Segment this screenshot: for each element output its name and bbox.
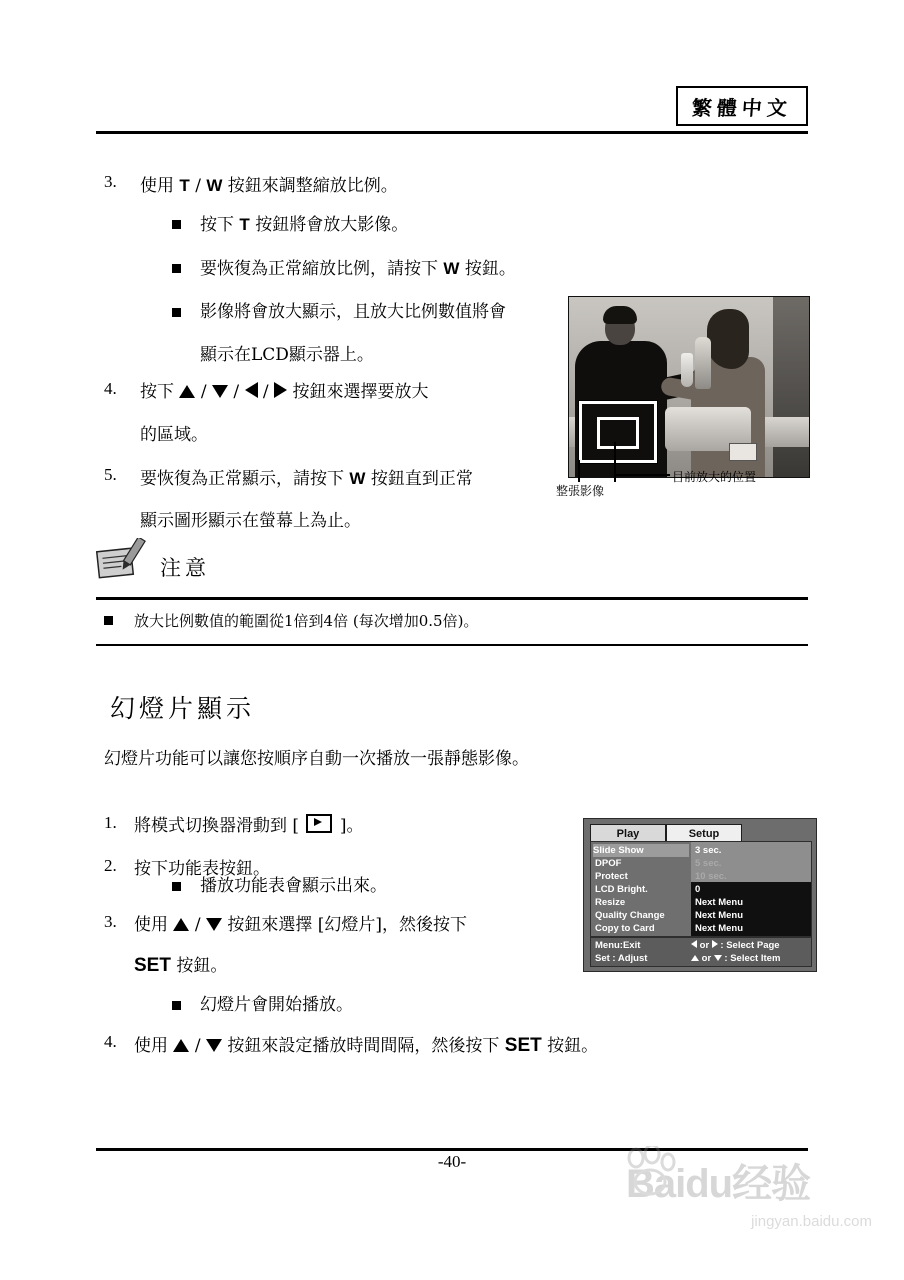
ss-step-4-a: 使用 <box>134 1036 168 1056</box>
ss-step-3-text <box>134 912 467 939</box>
photo-man-hair <box>603 306 637 324</box>
osd-row-label-6[interactable]: Copy to Card <box>595 923 655 934</box>
footer-rule <box>96 1148 808 1151</box>
step-4-text <box>140 379 428 406</box>
photo-glass <box>681 353 693 387</box>
osd-row-label-5[interactable]: Quality Change <box>595 910 665 921</box>
ss-step-4-slash: / <box>194 1036 201 1056</box>
ss-step-3-line-2 <box>134 952 227 980</box>
arrow-down-icon-3 <box>206 1039 222 1052</box>
leader-line-right-h <box>614 474 670 476</box>
ss-step-3-bullet: 幻燈片會開始播放。 <box>200 995 353 1015</box>
arrow-down-icon-2 <box>206 918 222 931</box>
zoom-bullet-3-line-2: 顯示在LCD顯示器上。 <box>200 345 374 365</box>
osd-footer-select-item <box>691 953 780 964</box>
osd-row-value-2[interactable]: 10 sec. <box>695 871 727 882</box>
osd-footer <box>590 937 812 967</box>
osd-tab-bar <box>590 824 810 841</box>
zoom-bullet-1 <box>200 211 408 239</box>
ss-step-3-b: 按鈕來選擇 [幻燈片]，然後按下 <box>227 915 468 935</box>
step-5-text-a: 要恢復為正常顯示，請按下 <box>140 469 344 489</box>
ss-step-1-a: 將模式切換器滑動到 [ <box>134 816 300 836</box>
ss-step-1-b: ]。 <box>339 816 364 836</box>
bullet-square-icon-2 <box>172 264 181 273</box>
zoom-bullet-2 <box>200 255 516 283</box>
osd-menu-body <box>590 841 812 937</box>
zoom-bullet-1-a: 按下 <box>200 215 234 235</box>
ss-step-3-line-2-b: 按鈕。 <box>176 956 228 976</box>
watermark-sub: jingyan.baidu.com <box>751 1213 872 1230</box>
ss-step-1-text <box>134 813 364 840</box>
zoom-bullet-2-a: 要恢復為正常縮放比例，請按下 <box>200 259 438 279</box>
step-4-line-2: 的區域。 <box>140 425 208 445</box>
osd-arrow-left-icon <box>691 940 697 948</box>
arrow-up-icon-2 <box>173 918 189 931</box>
section-title-slideshow: 幻燈片顯示 <box>110 694 256 723</box>
ss-step-4-b: 按鈕來設定播放時間間隔，然後按下 <box>227 1036 500 1056</box>
arrow-right-icon <box>274 382 287 398</box>
key-w-3: W <box>349 469 366 488</box>
playback-mode-icon <box>306 814 332 833</box>
osd-footer-select-item-text: : Select Item <box>724 953 781 964</box>
key-t-2: T <box>239 215 250 234</box>
osd-footer-exit: Menu:Exit <box>595 940 641 951</box>
osd-arrow-right-icon <box>712 940 718 948</box>
current-zoom-position-frame <box>597 417 639 449</box>
key-w-2: W <box>443 259 460 278</box>
step-4-text-a: 按下 <box>140 382 174 402</box>
note-rule-bottom <box>96 644 808 646</box>
osd-row-label-2[interactable]: Protect <box>595 871 628 882</box>
osd-arrow-up-icon <box>691 955 699 961</box>
osd-row-value-4[interactable]: Next Menu <box>695 897 744 908</box>
ss-step-1-number: 1. <box>104 813 117 832</box>
step-5-number: 5. <box>104 465 117 484</box>
osd-row-value-6[interactable]: Next Menu <box>695 923 744 934</box>
osd-row-label-4[interactable]: Resize <box>595 897 626 908</box>
caption-whole-image: 整張影像 <box>556 484 605 498</box>
ss-step-3-a: 使用 <box>134 915 168 935</box>
arrow-up-icon-3 <box>173 1039 189 1052</box>
osd-footer-select-page-text: : Select Page <box>720 940 780 951</box>
slash-2: / <box>233 382 240 402</box>
ss-step-4-number: 4. <box>104 1032 117 1051</box>
osd-tab-setup[interactable]: Setup <box>666 824 742 843</box>
osd-row-label-3[interactable]: LCD Bright. <box>595 884 648 895</box>
watermark-main: Baidu经验 <box>626 1162 811 1206</box>
osd-arrow-down-icon <box>714 955 722 961</box>
photo-woman-hair <box>707 309 749 369</box>
ss-bullet-icon-1 <box>172 882 181 891</box>
note-title: 注意 <box>160 556 210 580</box>
step-4-text-b: 按鈕來選擇要放大 <box>292 382 429 402</box>
osd-footer-or-1: or <box>699 940 710 951</box>
osd-footer-adjust: Set : Adjust <box>595 953 648 964</box>
zoom-bullet-1-b: 按鈕將會放大影像。 <box>255 215 409 235</box>
language-header-label: 繁體中文 <box>691 95 793 120</box>
osd-footer-or-2: or <box>701 953 712 964</box>
leader-line-left <box>578 460 580 482</box>
step-5-line-2: 顯示圖形顯示在螢幕上為止。 <box>140 511 361 531</box>
osd-row-value-5[interactable]: Next Menu <box>695 910 744 921</box>
note-bullet-icon <box>104 616 113 625</box>
osd-row-value-1[interactable]: 5 sec. <box>695 858 722 869</box>
zoom-bullet-3-line-1: 影像將會放大顯示，且放大比例數值將會 <box>200 302 506 322</box>
step-5-text <box>140 465 473 493</box>
osd-row-value-0[interactable]: 3 sec. <box>695 845 722 856</box>
ss-step-2-number: 2. <box>104 856 117 875</box>
step-3-slash: / <box>195 176 201 196</box>
ss-step-3-number: 3. <box>104 912 117 931</box>
step-3-text-a: 使用 <box>140 176 174 196</box>
slash-1: / <box>200 382 207 402</box>
ss-step-3-slash: / <box>194 915 201 935</box>
step-3-number: 3. <box>104 172 117 191</box>
osd-row-value-3[interactable]: 0 <box>695 884 701 895</box>
step-3-text <box>140 172 398 200</box>
key-set-2: SET <box>504 1035 542 1056</box>
note-item-text: 放大比例數值的範圍從1倍到4倍 (每次增加0.5倍)。 <box>134 612 479 630</box>
arrow-down-icon <box>212 385 228 398</box>
slash-3: / <box>262 382 269 402</box>
arrow-left-icon <box>245 382 258 398</box>
photo-wall <box>773 297 809 477</box>
osd-tab-play[interactable]: Play <box>590 824 666 843</box>
note-rule-top <box>96 597 808 600</box>
zoom-illustration-photo <box>568 296 810 478</box>
bullet-square-icon-3 <box>172 308 181 317</box>
leader-line-right <box>614 442 616 482</box>
arrow-up-icon <box>179 385 195 398</box>
ss-bullet-icon-2 <box>172 1001 181 1010</box>
page-number: -40- <box>437 1152 467 1171</box>
caption-zoom-position: 目前放大的位置 <box>672 470 757 484</box>
photo-osd-badge <box>729 443 757 461</box>
zoom-bullet-2-b: 按鈕。 <box>464 259 516 279</box>
slideshow-intro: 幻燈片功能可以讓您按順序自動一次播放一張靜態影像。 <box>104 749 529 769</box>
header-rule <box>96 131 808 134</box>
osd-row-label-0[interactable]: Slide Show <box>593 844 689 857</box>
ss-step-2-bullet: 播放功能表會顯示出來。 <box>200 876 387 896</box>
step-3-text-b: 按鈕來調整縮放比例。 <box>227 176 398 196</box>
bullet-square-icon <box>172 220 181 229</box>
ss-step-4-text <box>134 1032 598 1060</box>
step-4-number: 4. <box>104 379 117 398</box>
key-t: T <box>179 176 190 195</box>
language-header-box <box>676 86 808 126</box>
note-pencil-icon <box>96 538 152 582</box>
osd-row-label-1[interactable]: DPOF <box>595 858 622 869</box>
osd-footer-select-page <box>691 940 780 951</box>
step-5-text-b: 按鈕直到正常 <box>370 469 473 489</box>
ss-step-4-c: 按鈕。 <box>547 1036 599 1056</box>
ss-step-2-text: 按下功能表按鈕。 <box>134 859 270 879</box>
photo-bottle <box>695 337 711 389</box>
key-set: SET <box>134 955 171 976</box>
key-w: W <box>206 176 223 195</box>
camera-osd-menu <box>583 818 817 972</box>
